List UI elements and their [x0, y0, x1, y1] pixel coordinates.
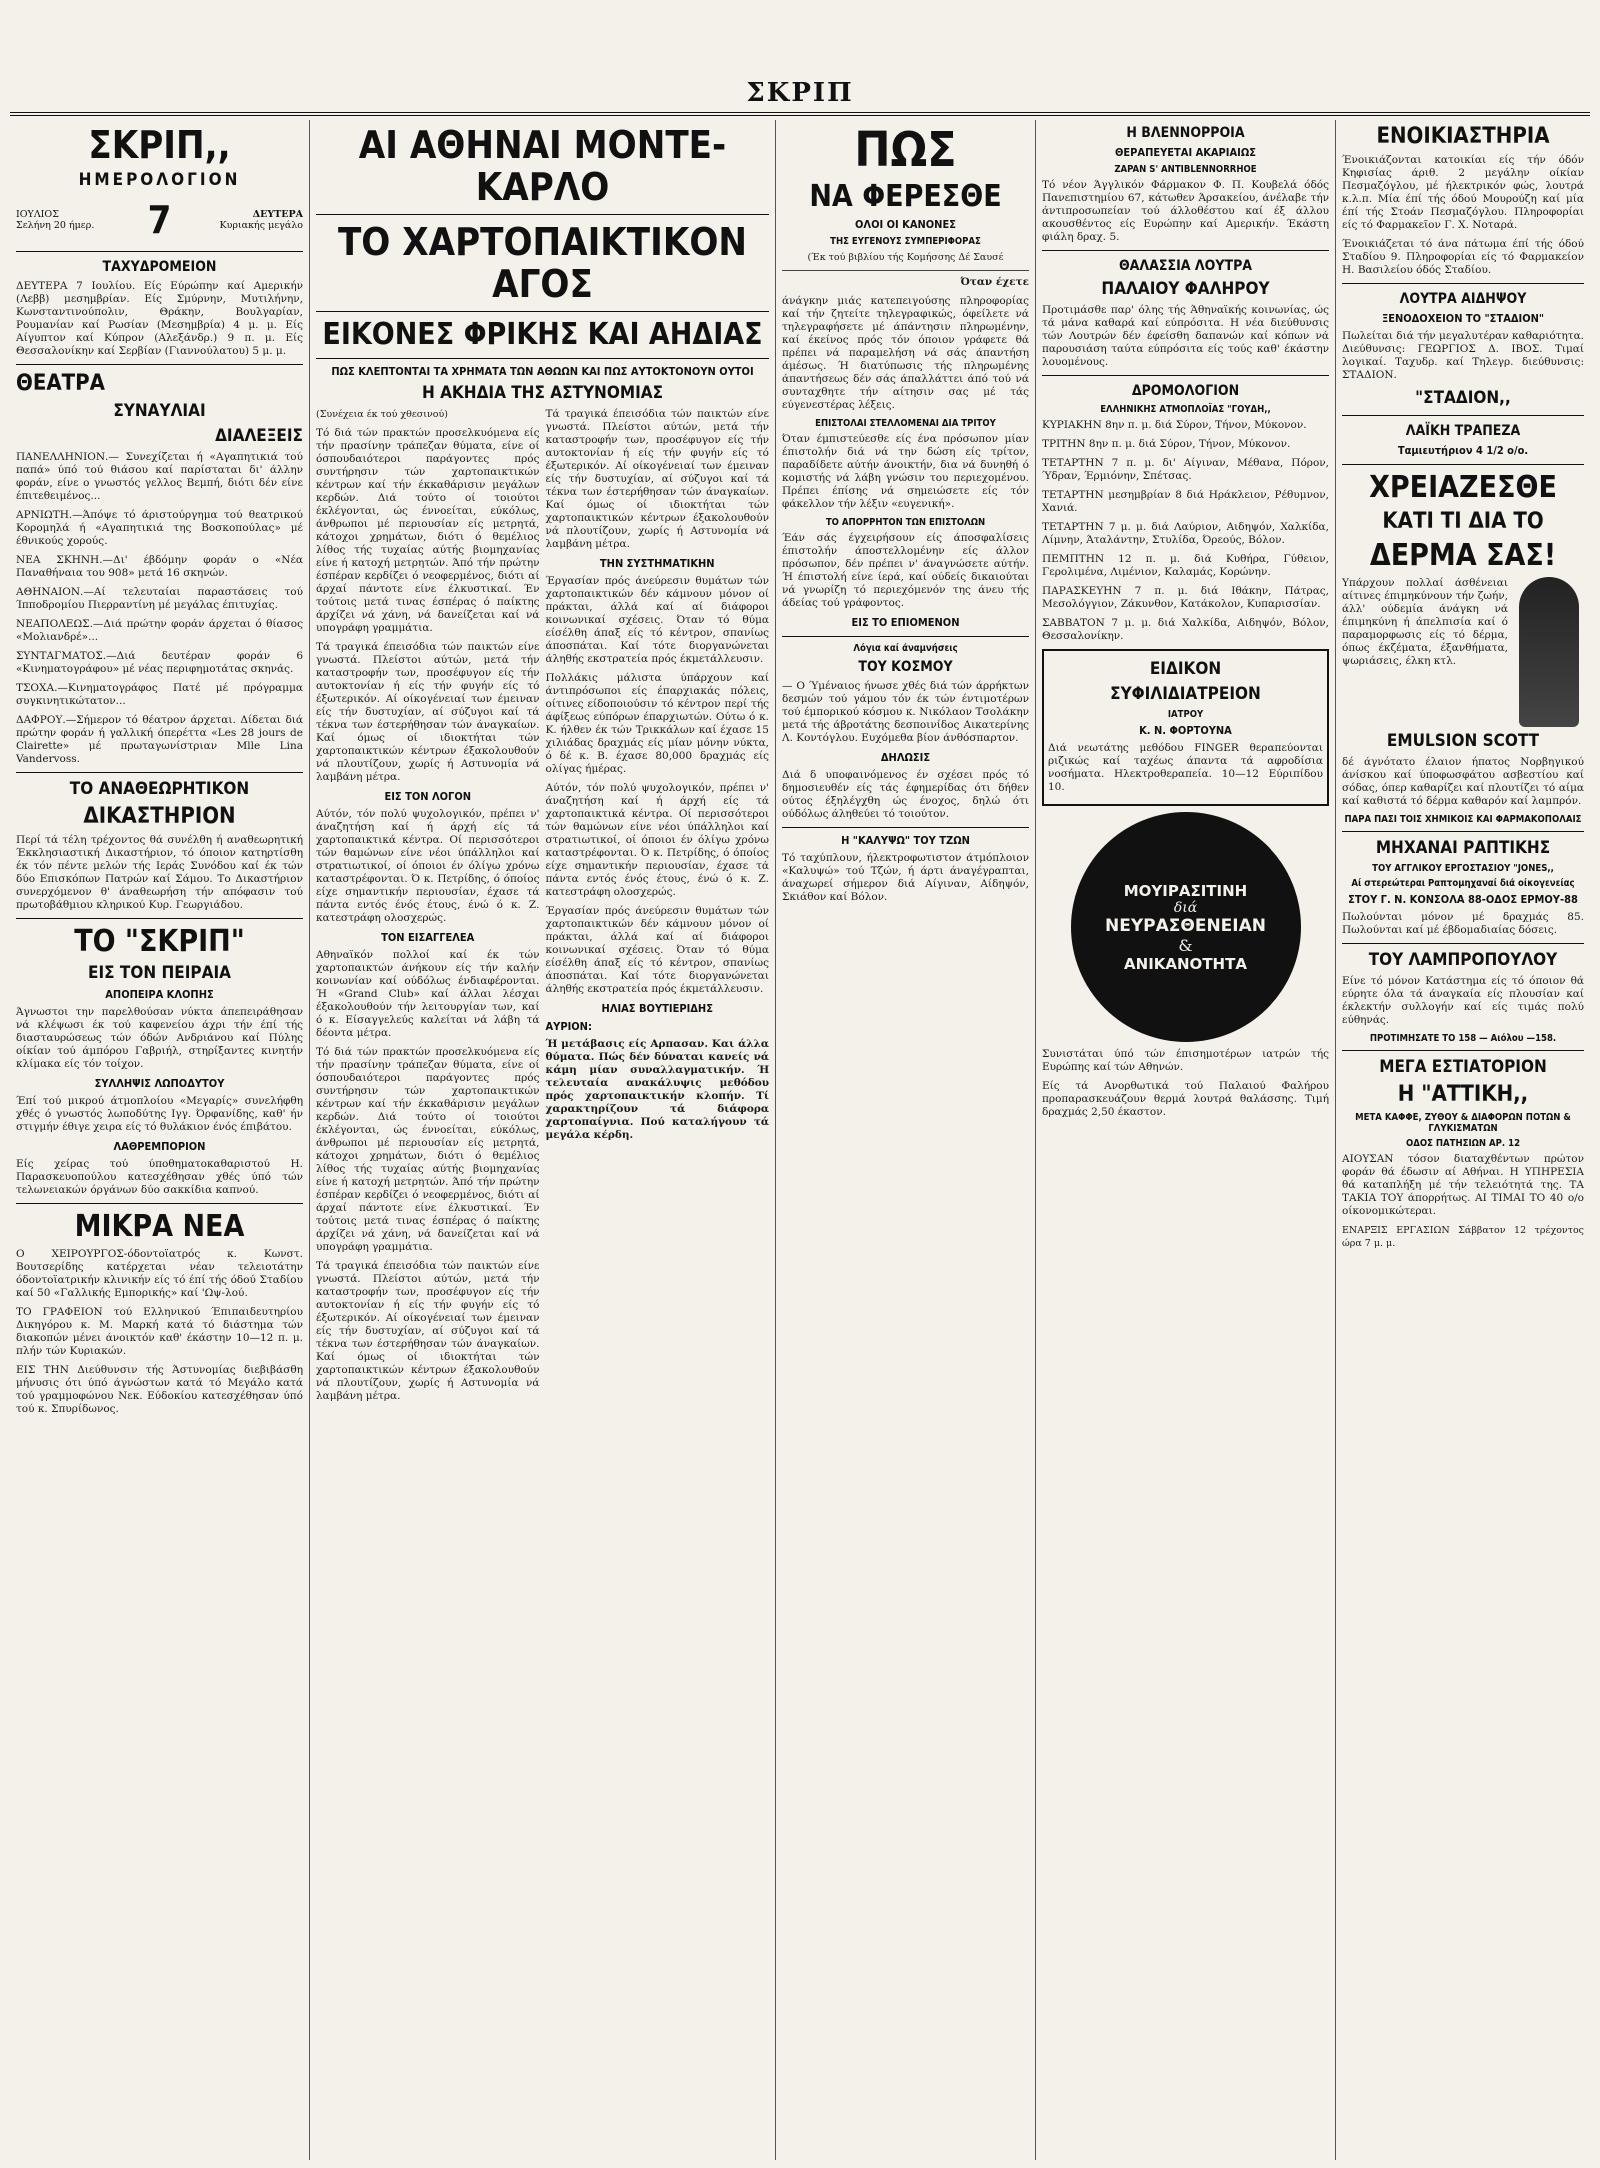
- article-left: [316, 408, 540, 1409]
- listing-item: ΝΕΑΠΟΛΕΩΣ.—Διά πρώτην φοράν άρχεται ό θίασος «Μολιανδρέ»...: [16, 618, 303, 643]
- ad1-text: Τό νέον Άγγλικόν Φάρμακον Φ. Π. Κουβελά όδός Πανεπιστημίου 67, κάτωθεν Άρσακείου, άνέλαβε τήν άντιπροσωπείαν τού άλλοθέστου καί έξ άλλου ακουσθέντος είς Ευρώπην καί Αμερικήν. Έκάστη φιάλη δραχ. 5.: [1042, 179, 1329, 243]
- lampro-title: ΤΟΥ ΛΑΜΠΡΟΠΟΥΛΟΥ: [1368, 950, 1558, 970]
- when-heading: Όταν έχετε: [960, 276, 1029, 288]
- mikra-text: Ο ΧΕΙΡΟΥΡΓΟΣ-όδοντοϊατρός κ. Κωνστ. Βουτσερίδης κατέρχεται νέαν τελειοτάτην όδοντοϊατρικήν κλινικήν είς τό έπί τής όδού Σταδίου καί 50 «Γαλλικής Εμπορικής» καί 'Ωψ-λού.: [16, 1248, 303, 1299]
- hotel-title: ΞΕΝΟΔΟΧΕΙΟΝ ΤΟ "ΣΤΑΔΙΟΝ": [1381, 312, 1545, 325]
- clinic-role: ΙΑΤΡΟΥ: [1167, 709, 1204, 720]
- tomorrow-text: Ή μετάβασις είς Αρπασαν. Και άλλα θύματα. Πώς δέν δύναται κανείς νά κάμη μίαν συναλλαγματικήν. Ή τελευταία ανακάλυψις μεθόδου πρός χαρτοπαικτικήν κλοπήν. Τί χαρακτηρίζουν τά διάφορα χαρτοπαίγνια. Πού καταλήγουν τά μεγάλα κέρδη.: [545, 1038, 769, 1141]
- piraeus-heading-2: ΕΙΣ ΤΟΝ ΠΕΙΡΑΙΑ: [88, 963, 231, 983]
- schedule-item: ΤΕΤΑΡΤΗΝ μεσημβρίαν 8 διά Ηράκλειον, Ρέθυμνον, Χανιά.: [1042, 489, 1329, 514]
- divider: [1342, 415, 1584, 416]
- column-2: [310, 120, 776, 2160]
- manners-headline-2: ΝΑ ΦΕΡΕΣΘΕ: [809, 179, 1002, 214]
- section-heading: ΕΙΣ ΤΟΝ ΛΟΓΟΝ: [384, 790, 472, 803]
- column-4: [1036, 120, 1336, 2160]
- theft-heading: ΑΠΟΠΕΙΡΑ ΚΛΟΠΗΣ: [105, 988, 214, 1001]
- court-heading-2: ΔΙΚΑΣΤΗΡΙΟΝ: [83, 804, 236, 829]
- calypso-heading: Η "ΚΑΛΥΨΩ" ΤΟΥ ΤΖΩΝ: [841, 834, 970, 847]
- court-text: Περί τά τέλη τρέχοντος θά συνέλθη ή αναθεωρητική Έκκλησιαστική Δικαστήριον, τό όποιον κατηρτίσθη έκ τόν πέντε μελών τής Ιεράς Συνόδου καί έκ τών δύο Επισκόπων Πατρών καί Σάμου. Το Δικαστήριον συνερχόμενον θ' άναθεωρήση τήν απόφασιν τού πρωτοβάθμιου κληρικού Κυρ. Γεωργιάδου.: [16, 834, 303, 911]
- theatres-heading: ΘΕΑΤΡΑ: [16, 371, 105, 396]
- theft-text: Άγνωστοι την παρελθούσαν νύκτα άπεπειράθησαν νά κλέψωσι έκ τού καφενείου άχρι τήν έπί τής διασταυρώσεως τών όδών Ανδριάνου καί Πύλης οίκίαν τού άμπόρου Γαβριήλ, στηρίξαντες κινητήν κλίμακα είς τόν τοίχον.: [16, 1006, 303, 1070]
- emulsion-note: ΠΑΡΑ ΠΑΣΙ ΤΟΙΣ ΧΗΜΙΚΟΙΣ ΚΑΙ ΦΑΡΜΑΚΟΠΟΛΑΙΣ: [1344, 814, 1582, 825]
- post-text: ΔΕΥΤΕΡΑ 7 Ιουλίου. Είς Εύρώπην καί Αμερικήν (Λεββ) μεσημβρίαν. Είς Σμύρνην, Μυτιλήνην, Κωνσταντινούπολιν, Θράκην, Βουλγαρίαν, Ρουμανίαν καί Ρωσίαν (Μεσημβρία) 4 μ. μ. Είς Αίγυπτον καί Κύπρον (Αλεξάνδρ.) 9 π. μ. Είς Θεσσαλονίκην καί Σερβίαν (Γιαννούλατου) 5 μ. μ.: [16, 280, 303, 357]
- divider: [316, 311, 769, 312]
- tonic-amp: &: [1178, 935, 1193, 955]
- restaurant-title: ΜΕΓΑ ΕΣΤΙΑΤΟΡΙΟΝ: [1379, 1057, 1547, 1077]
- tonic-caption: Συνιστάται ύπό τών έπισημοτέρων ιατρών τής Ευρώπης καί τών Αθηνών.: [1042, 1048, 1329, 1073]
- headline-2: ΤΟ ΧΑΡΤΟΠΑΙΚΤΙΚΟΝ ΑΓΟΣ: [337, 220, 747, 306]
- continued-note: (Συνέχεια έκ τού χθεσινού): [316, 409, 448, 420]
- ad2-text: Προτιμάσθε παρ' όλης τής Άθηναϊκής κοινωνίας, ώς τά μάνα καθαρά καί εύπρόσιτα. Η νέα διεύθυνσις τών Λουτρών δέν έφείσθη δαπανών καί κόπων νά παρουσιάση ταύτα εύπρόσιτα είς τούς καθ' έκάστην λουομένους.: [1042, 304, 1329, 368]
- closing-text: ΕΙΣ ΤΗΝ Διεύθυνσιν τής Άστυνομίας διεβιβάσθη μήνυσις ότι ύπό άγνώστων κατά τό Μεγάλο κατά τού γραμμοφώνου Νεκ. Εύδοκίου κατεσχέθησαν ύπό τού κ. Σπυρίδωνος.: [16, 1364, 303, 1415]
- letters-heading: ΕΠΙΣΤΟΛΑΙ ΣΤΕΛΛΟΜΕΝΑΙ ΔΙΑ ΤΡΙΤΟΥ: [815, 418, 996, 429]
- headline-1: ΑΙ ΑΘΗΝΑΙ ΜΟΝΤΕ-ΚΑΡΛΟ: [358, 123, 727, 209]
- masthead: [10, 78, 1590, 116]
- arrest-heading: ΣΥΛΛΗΨΙΣ ΛΩΠΟΔΥΤΟΥ: [94, 1077, 225, 1090]
- emulsion-text: δέ άγνότατο έλαιον ήπατος Νορβηγικού άνίσκου καί ύποφωσφάτου ασβεστίου καί σόδας, όπερ καθαρίζει καί πλουτίζει τό αίμα καί καθιστά τό δέρμα καθαρόν καί λαμπρόν.: [1342, 756, 1584, 807]
- office-text: ΤΟ ΓΡΑΦΕΙΟΝ τού Ελληνικού Έπιπαιδευτηρίου Δικηγόρου κ. Μ. Μαρκή κατά τό διάστημα τών διακοπών μένει άνοικτόν καθ' έκάστην 10—12 π. μ. πλήν τών Κυριακών.: [16, 1306, 303, 1357]
- calendar-right: [186, 209, 304, 231]
- tonic-brand: ΜΟΥΙΡΑΣΙΤΙΝΗ: [1123, 881, 1248, 900]
- column-3: [776, 120, 1036, 2160]
- rentals-text: Ένοικιάζονται κατοικίαι είς τήν όδόν Κηφισίας άριθ. 2 μεγάλην οίκίαν Πεσμαζόγλου, μέ ήλεκτρικόν φώς, λουτρά κ.λ.π. Μία έπί τής όδού Μουρούζη καί μία έπί τής Στοάν Πεσμαζόγλου. Πληροφορίαι είς τό Φαρμακεῖον Γ. Χ. Νοταρά.: [1342, 154, 1584, 231]
- ad1-brand: ZAPAN S' ANTIBLENNORRHOE: [1114, 164, 1257, 175]
- clinic-title-2: ΣΥΦΙΛΙΔΙΑΤΡΕΙΟΝ: [1110, 684, 1261, 704]
- world-text: — Ο Ύμέναιος ήνωσε χθές διά τών άρρήκτων δεσμών τού γάμου τόν έκ τών έντιμοτέρων τού έμπορικού κόσμου κ. Νικόλαον Τσολάκην μετά τής άβροτάτης δεσποινίδος Αικατερίνης Λ. Κοντόγλου. Ευχόμεθα βίον άνθόσπαρτον.: [782, 680, 1029, 744]
- byline: ΗΛΙΑΣ ΒΟΥΤΙΕΡΙΔΗΣ: [601, 1002, 713, 1015]
- divider: [782, 827, 1029, 828]
- rentals-text-2: Ένοικιάζεται τό άνα πάτωμα έπί τής όδού Σταδίου 9. Πληροφορίαι είς τό Φαρμακείον Η. Βασιλείου όδός Σταδίου.: [1342, 238, 1584, 276]
- calendar-month: ΙΟΥΛΙΟΣ: [16, 209, 59, 220]
- sewing-price: Πωλούνται μόνον μέ δραχμάς 85. Πωλούνται καί μέ έβδομαδιαίας δόσεις.: [1342, 911, 1584, 936]
- sewing-note: Αί στερεώτεραι Ραπτομηχαναί διά οίκογενείας: [1351, 878, 1575, 889]
- baths-title: ΛΟΥΤΡΑ ΑΙΔΗΨΟΥ: [1399, 291, 1527, 307]
- article-text: Πολλάκις μάλιστα ύπάρχουν καί άντιπρόσωποι είς έπαρχιακάς πόλεις, οίτινες είδοποιούσιν τό κέντρον περί τής άφίξεως εύπόρων έπαρχιωτών. Ούτω ό κ. Κ. ήλθεν έκ τών Τρικκάλων καί έχασε 15 χιλιάδας δραχμάς είς μίαν μόνην νύκτα, ό δέ κ. Β. έχασε 80,000 δραχμάς είς ολίγας ήμέρας.: [545, 672, 769, 775]
- bank-title: ΛΑΪΚΗ ΤΡΑΠΕΖΑ: [1405, 423, 1521, 439]
- divider: [316, 358, 769, 359]
- skin-ad-line-3: ΔΕΡΜΑ ΣΑΣ!: [1369, 538, 1557, 573]
- manners-headline-1: ΠΩΣ: [854, 122, 957, 178]
- manners-text: άνάγκην μιάς κατεπειγούσης πληροφορίας καί τήν ζητείτε τηλεγραφικώς, όφείλετε νά τηλεγραφήσετε μέ άπάντησιν πληρωμένην, καί έκείνος πρός τόν όποιον γράφετε θά πρέπει νά παραμελήση νά σάς άπαντήση άμέσως. Ή διατύπωσις τής πληρωμένης άπαντήσεως δέν σάς άπαλλάττει άπό τού νά συνταχθητε τήν αίτησιν σας μέ τάς εύγενεστέρας λέξεις.: [782, 295, 1029, 411]
- calendar-left: [16, 209, 134, 231]
- ad1-title: Η ΒΛΕΝΝΟΡΡΟΙΑ: [1126, 125, 1245, 141]
- skin-ad-line-2: ΚΑΤΙ ΤΙ ΔΙΑ ΤΟ: [1382, 509, 1544, 534]
- article-text-repeat: Τά τραγικά έπεισόδια τών παικτών είνε γνωστά. Πλείστοι αύτών, μετά τήν καταστροφήν των, προσέφυγον είς τήν αυτοκτονίαν ή είς τήν φυγήν είς τό έξωτερικόν. Αί οίκογένειαί των έμειναν είς τήν δυστυχίαν, αί σύζυγοι καί τά τέκνα των έστερήθησαν τών άναγκαίων. Καί όμως οί ιδιοκτήται τών χαρτοπαικτικών κέντρων έξακολουθούν νά πλουτίζουν, χωρίς ή Αστυνομία νά λαμβάνη μέτρα.: [316, 1260, 540, 1402]
- section-heading: ΤΟΝ ΕΙΣΑΓΓΕΛΕΑ: [381, 931, 475, 944]
- article-text: Τά τραγικά έπεισόδια τών παικτών είνε γνωστά. Πλείστοι αύτών, μετά τήν καταστροφήν των, προσέφυγον είς τήν αυτοκτονίαν ή είς τήν φυγήν είς τό έξωτερικόν. Αί οίκογένειαί των έμειναν είς τήν δυστυχίαν, αί σύζυγοι καί τά τέκνα των έστερήθησαν τών άναγκαίων. Καί όμως οί ιδιοκτήται τών χαρτοπαικτικών κέντρων έξακολουθούν νά πλουτίζουν, χωρίς ή Αστυνομία νά λαμβάνη μέτρα.: [545, 408, 769, 550]
- listing-item: ΤΣΟΧΑ.—Κινηματογράφος Πατέ μέ πρόγραμμα συγκινητικώτατον...: [16, 682, 303, 707]
- tonic-for: διά: [1173, 899, 1198, 916]
- contraband-text: Είς χείρας τού ύποθηματοκαθαριστού Η. Παρασκευοπούλου κατεσχέθησαν χθές ύπό τών τελωνειακών όργάνων δύο σακκίδια καπνού.: [16, 1158, 303, 1196]
- listing-item: ΑΡΝΙΩΤΗ.—Άπόψε τό άριστούργημα τού θεατρικού Κορομηλά ή «Αγαπητικιά της Βοσκοπούλας» μέ έθνικούς χορούς.: [16, 509, 303, 547]
- ad2-title-2: ΠΑΛΑΙΟΥ ΦΑΛΗΡΟΥ: [1101, 279, 1270, 299]
- world-sub: Λόγια καί άναμνήσεις: [853, 643, 958, 654]
- divider: [1342, 1050, 1584, 1051]
- subhead-2: Η ΑΚΗΔΙΑ ΤΗΣ ΑΣΤΥΝΟΜΙΑΣ: [421, 383, 664, 403]
- calendar-sunday-note: Κυριακής μεγάλο: [219, 220, 303, 231]
- contraband-heading: ΛΑΘΡΕΜΠΟΡΙΟΝ: [113, 1140, 206, 1153]
- article-text: Αύτόν, τόν πολύ ψυχολογικόν, πρέπει ν' άναζητήση καί ή άρχή είς τά χαρτοπαικτικά κέντρα. Οί περισσότεροι τών θαμώνων είνε νέοι ύπάλληλοι καί στρατιωτικοί, οί όποιοι έν όλίγω χρόνω καταστρέφονται. Ό κ. Πετρίδης, ό όποίος είχε σημαντικήν περιουσίαν, έχασε τά πάντα εντός ένός έτους, ένώ ό κ. Ζ. κατεστράφη ολοσχερώς.: [316, 808, 540, 924]
- schedule-item: ΤΕΤΑΡΤΗΝ 7 μ. μ. διά Λαύριον, Αιδηψόν, Χαλκίδα, Λίμνην, Άταλάντην, Στυλίδα, Όρεούς, Βόλον.: [1042, 521, 1329, 546]
- divider: [16, 918, 303, 919]
- schedule-item: ΤΕΤΑΡΤΗΝ 7 π. μ. δι' Αίγιναν, Μέθανα, Πόρον, Ύδραν, Έρμιόνην, Σπέτσας.: [1042, 457, 1329, 482]
- restaurant-open: ΕΝΑΡΞΙΣ ΕΡΓΑΣΙΩΝ Σάββατον 12 τρέχοντος ώρα 7 μ. μ.: [1342, 1225, 1584, 1249]
- schedule-sub: ΕΛΛΗΝΙΚΗΣ ΑΤΜΟΠΛΟΪΑΣ "ΓΟΥΔΗ,,: [1100, 404, 1271, 415]
- schedule-title: ΔΡΟΜΟΛΟΓΙΟΝ: [1131, 383, 1240, 399]
- listing-item: ΣΥΝΤΑΓΜΑΤΟΣ.—Διά δευτέραν φοράν 6 «Κινηματογράφου» μέ νέας περιφημοτάτας σκηνάς.: [16, 650, 303, 675]
- listing-item: ΠΑΝΕΛΛΗΝΙΟΝ.— Συνεχίζεται ή «Αγαπητικιά τού παπά» ύπό τού θιάσου καί παρίσταται δι' άλλην φοράν, είνε ο γνωστός γελλος Βεμπή, διότι δέν είνε έπιτεθειμένος...: [16, 451, 303, 502]
- piraeus-heading: ΤΟ "ΣΚΡΙΠ": [74, 924, 245, 959]
- clinic-title: ΕΙΔΙΚΟΝ: [1149, 659, 1222, 679]
- divider: [1042, 375, 1329, 376]
- divider: [782, 270, 1029, 271]
- tonic-main: ΝΕΥΡΑΣΘΕΝΕΙΑΝ: [1105, 915, 1266, 936]
- divider: [16, 251, 303, 252]
- calendar-row: [16, 195, 303, 245]
- divider: [1342, 943, 1584, 944]
- baths-text: Είς τά Ανορθωτικά τού Παλαιού Φαλήρου προπαρασκευάζουν θερμά λουτρά θαλάσσης. Τιμή δραχμάς 2,50 έκαστον.: [1042, 1080, 1329, 1118]
- schedule-item: ΚΥΡΙΑΚΗΝ 8ην π. μ. διά Σύρον, Τήνον, Μύκονον.: [1042, 419, 1307, 431]
- hotel-text: Πωλείται διά τήν μεγαλυτέραν καθαριότητα. Διεύθυνσις: ΓΕΩΡΓΙΟΣ Δ. ΙΒΟΣ. Τιμαί λογικαί. Ταχυδρ. καί Τηλεγρ. διεύθυνσις: ΣΤΑΔΙΟΝ.: [1342, 330, 1584, 381]
- manners-text: Έάν σάς έγχειρήσουν είς άποσφαλίσεις έπιστολήν άποστελλομένην είς άλλον πρόσωπον, δέν πρέπει ν' άναγνώσετε αύτήν. Ή έπιστολή είνε ίερά, καί ούδείς δικαιούται νά γνωρίζη τό περιεχόμενόν της άνευ τής άδείας τού γράφοντος.: [782, 532, 1029, 609]
- lectures-heading: ΔΙΑΛΕΞΕΙΣ: [215, 426, 303, 446]
- manners-source: (Έκ τού βιβλίου τής Κομήσσης Δέ Σαυσέ: [807, 252, 1004, 263]
- calendar-label: ΗΜΕΡΟΛΟΓΙΟΝ: [78, 170, 241, 190]
- ad1-sub: ΘΕΡΑΠΕΥΕΤΑΙ ΑΚΑΡΙΑΙΩΣ: [1114, 146, 1257, 159]
- schedule-item: ΠΕΜΠΤΗΝ 12 π. μ. διά Κυθήρα, Γύθειον, Γερολιμένα, Λιμένιον, Καλαμάς, Κορώνην.: [1042, 553, 1329, 578]
- divider: [1042, 250, 1329, 251]
- column-5: [1336, 120, 1590, 2160]
- lampro-addr: ΠΡΟΤΙΜΗΣΑΤΕ ΤΟ 158 — Αιόλου —158.: [1369, 1033, 1557, 1044]
- fisherman-figure-icon: [1514, 577, 1584, 727]
- article-columns: [316, 408, 769, 1409]
- restaurant-addr: ΟΔΟΣ ΠΑΤΗΣΙΩΝ ΑΡ. 12: [1405, 1138, 1521, 1149]
- skin-ad-text: Υπάρχουν πολλαί άσθένειαι αίτινες έπιμηκύνουν τήν ζωήν, άλλ' ούδεμία άνάγκη νά έπιμηκύνη ή άπελπισία καί ό παραμορφωσις είς τό δέρμα, όπως έκζέματα, έξανθήματα, ψωριάσεις, έλκη κτλ.: [1342, 577, 1508, 667]
- calendar-title: ΣΚΡΙΠ,,: [88, 123, 231, 167]
- manners-text: Όταν έμπιστεύεσθε είς ένα πρόσωπον μίαν έπιστολήν διά νά την δώση είς τρίτον, παραδίδετε αύτήν άνοικτήν, δια νά δυνηθή ό κομιστής νά λάβη γνώσιν του περιεχομένου. Πρέπει έπίσης νά σημειώσετε είς τόν φάκελλον τήν λέξιν «ευγενική».: [782, 433, 1029, 510]
- sewing-title: ΜΗΧΑΝΑΙ ΡΑΠΤΙΚΗΣ: [1375, 838, 1551, 858]
- article-text: Έργασίαν πρός άνεύρεσιν θυμάτων τών χαρτοπαικτικών δέν κάμνουν μόνον οί πράκται, άλλά καί αί διάφοροι κοινωνικαί σχέσεις. Όταν τό θύμα είσέλθη άπαξ είς τό κέντρον, σπανίως άποσπάται. Καί τότε διοργανώνεται άληθής εκστρατεία πρός έκμετάλλευσιν.: [545, 575, 769, 665]
- subhead: ΠΩΣ ΚΛΕΠΤΟΝΤΑΙ ΤΑ ΧΡΗΜΑΤΑ ΤΩΝ ΑΘΩΩΝ ΚΑΙ ΠΩΣ ΑΥΤΟΚΤΟΝΟΥΝ ΟΥΤΟΙ: [331, 365, 754, 378]
- tonic-seal: [1071, 812, 1301, 1042]
- restaurant-name: Η "ΑΤΤΙΚΗ,,: [1397, 1082, 1529, 1107]
- court-heading: ΤΟ ΑΝΑΘΕΩΡΗΤΙΚΟΝ: [69, 779, 250, 799]
- divider: [1342, 831, 1584, 832]
- divider: [316, 214, 769, 215]
- divider: [1342, 283, 1584, 284]
- article-text: Τά τραγικά έπεισόδια τών παικτών είνε γνωστά. Πλείστοι αύτών, μετά τήν καταστροφήν των, προσέφυγον είς τήν αυτοκτονίαν ή είς τήν φυγήν είς τό έξωτερικόν. Αί οίκογένειαί των έμειναν είς τήν δυστυχίαν, αί σύζυγοι καί τά τέκνα των έστερήθησαν τών άναγκαίων. Καί όμως οί ιδιοκτήται τών χαρτοπαικτικών κέντρων έξακολουθούν νά πλουτίζουν, χωρίς ή Αστυνομία νά λαμβάνη μέτρα.: [316, 641, 540, 783]
- clinic-ad: [1042, 649, 1329, 806]
- article-text: Αθηναϊκόν πολλοί καί έκ τών χαρτοπαικτών άνήκουν είς τήν καλήν κοινωνίαν καί ούδόλως ένδιαφέρονται. Ή «Grand Club» καί άλλαι λέσχαι έξακολουθούν τήν λειτουργίαν των, καί ό κ. Είσαγγελεύς καλείται νά λάβη τά δέοντα μέτρα.: [316, 949, 540, 1039]
- emulsion-title: EMULSION SCOTT: [1386, 731, 1540, 751]
- statement-heading: ΔΗΛΩΣΙΣ: [880, 751, 931, 764]
- article-text-repeat: Έργασίαν πρός άνεύρεσιν θυμάτων τών χαρτοπαικτικών δέν κάμνουν μόνον οί πράκται, άλλά καί αί διάφοροι κοινωνικαί σχέσεις. Όταν τό θύμα είσέλθη άπαξ είς τό κέντρον, σπανίως άποσπάται. Καί τότε διοργανώνεται άληθής εκστρατεία πρός έκμετάλλευσιν.: [545, 905, 769, 995]
- calendar-day-number: 7: [147, 198, 172, 242]
- restaurant-text: ΑΙΟΥΣΑΝ τόσον διαταχθέντων πρώτον φοράν θά έδωσιν αί Αθήναι. Η ΥΠΗΡΕΣΙΑ θά καταπλήξη μέ τήν τελειότητά της. ΤΑ ΤΑΚΙΑ ΤΟΥ άπορρήτως. ΑΙ ΤΙΜΑΙ ΤΟ 40 ο/ο οίκονομικώτεραι.: [1342, 1153, 1584, 1217]
- skin-ad-line-1: ΧΡΕΙΑΖΕΣΘΕ: [1369, 470, 1557, 505]
- world-heading: ΤΟΥ ΚΟΣΜΟΥ: [858, 659, 953, 675]
- sewing-store: ΣΤΟΥ Γ. Ν. ΚΟΝΣΟΛΑ 88-ΟΔΟΣ ΕΡΜΟΥ-88: [1348, 893, 1578, 906]
- secrets-heading: ΤΟ ΑΠΟΡΡΗΤΟΝ ΤΩΝ ΕΠΙΣΤΟΛΩΝ: [825, 517, 986, 528]
- schedule-item: ΣΑΒΒΑΤΟΝ 7 μ. μ. διά Χαλκίδα, Αιδηψόν, Βόλον, Θεσσαλονίκην.: [1042, 617, 1329, 642]
- ad2-title: ΘΑΛΑΣΣΙΑ ΛΟΥΤΡΑ: [1118, 258, 1253, 274]
- post-heading: ΤΑΧΥΔΡΟΜΕΙΟΝ: [102, 259, 217, 275]
- article-text-repeat: Αύτόν, τόν πολύ ψυχολογικόν, πρέπει ν' άναζητήση καί ή άρχή είς τά χαρτοπαικτικά κέντρα. Οί περισσότεροι τών θαμώνων είνε νέοι ύπάλληλοι καί στρατιωτικοί, οί όποιοι έν όλίγω χρόνω καταστρέφονται. Ό κ. Πετρίδης, ό όποίος είχε σημαντικήν περιουσίαν, έχασε τά πάντα εντός ένός έτους, ένώ ό κ. Ζ. κατεστράφη ολοσχερώς.: [545, 782, 769, 898]
- divider: [16, 772, 303, 773]
- sewing-sub: ΤΟΥ ΑΓΓΛΙΚΟΥ ΕΡΓΟΣΤΑΣΙΟΥ "JONES,,: [1372, 863, 1554, 874]
- rentals-heading: ΕΝΟΙΚΙΑΣΤΗΡΙΑ: [1376, 124, 1550, 149]
- statement-text: Διά δ υποφαινόμενος έν σχέσει πρός τό δημοσιευθέν είς τάς έφημερίδας ότι δήθεν ούτος έξηλέγχθη ώς ένοχος, δηλώ ότι ούδόλως άληθεύει τό τοιούτον.: [782, 769, 1029, 820]
- section-heading: ΤΗΝ ΣΥΣΤΗΜΑΤΙΚΗΝ: [599, 557, 715, 570]
- calendar-moon: Σελήνη 20 ήμερ.: [16, 220, 95, 231]
- bank-rate: Ταμιευτήριον 4 1/2 ο/ο.: [1397, 444, 1529, 457]
- clinic-text: Διά νεωτάτης μεθόδου FINGER θεραπεύονται ριζικώς καί ταχέως άπαντα τά αφροδίσια νοσήματα. Ηλεκτροθεραπεία. 10—12 Εύριπίδου 10.: [1048, 742, 1323, 793]
- article-text-repeat: Τό διά τών πρακτών προσελκυόμενα είς τήν πρασίνην τράπεζαν θύματα, είνε οί όσπουδαιότεροι παράγοντες πρός συντήρησιν τών χαρτοπαικτικών κέντρων καί τήν έκκαθάρισιν μεγάλων κερδών. Διά τούτο οί τοιούτοι έκλέγονται, ώς έννοείται, εύκόλως, άνθρωποι μέ περιουσίαν είς μετρητά, κάτοχοι χρημάτων, διότι ό θεμέλιος λίθος τής τυχαίας αύτής βιομηχανίας είνε ή κατοχή μετρητών. Άπό τήν πρώτην έσπέραν κερδίζει ό νεοφερμένος, διότι αί άρχαί πάντοτε είνε έλκυστικαί. Έν τούτοις μετά τινας έσπέρας ό παίκτης άρχίζει νά χάνη, νά δανείζεται καί νά υπογράφη γραμμάτια.: [316, 1046, 540, 1253]
- calendar-weekday: ΔΕΥΤΕΡΑ: [252, 209, 303, 220]
- skin-ad-body: [1342, 577, 1584, 727]
- listing-item: ΑΘΗΝΑΙΟΝ.—Αί τελευταίαι παραστάσεις τού Ίπποδρομίου Πιερραντίνη μέ μεγάλας έπιτυχίας.: [16, 586, 303, 611]
- column-1: [10, 120, 310, 2160]
- tomorrow-heading: ΑΥΡΙΟΝ:: [545, 1020, 592, 1033]
- clinic-name: Κ. Ν. ΦΟΡΤΟΥΝΑ: [1139, 724, 1232, 737]
- hotel-brand: "ΣΤΑΔΙΟΝ,,: [1415, 388, 1511, 408]
- next-heading: ΕΙΣ ΤΟ ΕΠΙΟΜΕΝΟΝ: [851, 616, 960, 629]
- schedule-item: ΤΡΙΤΗΝ 8ην π. μ. διά Σύρον, Τήνον, Μύκονον.: [1042, 438, 1291, 450]
- manners-sub-1: ΟΛΟΙ ΟΙ ΚΑΝΟΝΕΣ: [855, 218, 956, 231]
- concerts-heading: ΣΥΝΑΥΛΙΑΙ: [113, 401, 206, 421]
- divider: [16, 1203, 303, 1204]
- divider: [782, 636, 1029, 637]
- article-right: [546, 408, 770, 1409]
- mikra-heading: ΜΙΚΡΑ ΝΕΑ: [74, 1209, 245, 1244]
- lampro-text: Είνε τό μόνον Κατάστημα είς τό όποιον θά εύρητε όλα τά άναγκαία είς πλουσίαν καί έκλεκτήν συλλογήν καί είς τιμάς πολύ εύθηνάς.: [1342, 975, 1584, 1026]
- calypso-text: Τό ταχύπλουν, ήλεκτροφωτιστον άτμόπλοιον «Καλυψώ» τού Τζών, ή άρτι άναγέγραπται, άναχωρεί σήμερον διά Αίγιναν, Αίδηψόν, Σκιάθον καί Βόλον.: [782, 852, 1029, 903]
- headline-3: ΕΙΚΟΝΕΣ ΦΡΙΚΗΣ ΚΑΙ ΑΗΔΙΑΣ: [322, 317, 763, 352]
- arrest-text: Έπί τού μικρού άτμοπλοίου «Μεγαρίς» συνελήφθη χθές ό γνωστός λωποδύτης Ιγγ. Όρφανίδης, καθ' ήν στιγμήν έθιγε χειρα είς τό θυλάκιον ένός έπιβάτου.: [16, 1095, 303, 1133]
- restaurant-sub: ΜΕΤΑ ΚΑΦΦΕ, ΖΥΘΟΥ & ΔΙΑΦΟΡΩΝ ΠΟΤΩΝ & ΓΛΥΚΙΣΜΑΤΩΝ: [1355, 1112, 1571, 1134]
- listing-item: ΔΑΦΡΟΥ.—Σήμερον τό θέατρον άρχεται. Δίδεται διά πρώτην φοράν ή γαλλική όπερέττα «Les 28 jours de Clairette» μέ πρωταγωνίστριαν Mlle Lina Vandervoss.: [16, 714, 303, 765]
- listing-item: ΝΕΑ ΣΚΗΝΗ.—Δι' έβδόμην φοράν ο «Νέα Παναθήναια του 908» μετά 16 σκηνών.: [16, 554, 303, 579]
- masthead-title: ΣΚΡΙΠ: [746, 78, 854, 108]
- divider: [16, 364, 303, 365]
- schedule-item: ΠΑΡΑΣΚΕΥΗΝ 7 π. μ. διά Ιθάκην, Πάτρας, Μεσολόγγιον, Ζάκυνθον, Κατάκολον, Κυπαρισσίαν.: [1042, 585, 1329, 610]
- divider: [1342, 464, 1584, 465]
- manners-sub-2: ΤΗΣ ΕΥΓΕΝΟΥΣ ΣΥΜΠΕΡΙΦΟΡΑΣ: [830, 236, 981, 247]
- tonic-bottom: ΑΝΙΚΑΝΟΤΗΤΑ: [1124, 954, 1247, 973]
- article-text: Τό διά τών πρακτών προσελκυόμενα είς τήν πρασίνην τράπεζαν θύματα, είνε οί όσπουδαιότεροι παράγοντες πρός συντήρησιν τών χαρτοπαικτικών κέντρων καί τήν έκκαθάρισιν μεγάλων κερδών. Διά τούτο οί τοιούτοι έκλέγονται, ώς έννοείται, εύκόλως, άνθρωποι μέ περιουσίαν είς μετρητά, κάτοχοι χρημάτων, διότι ό θεμέλιος λίθος τής τυχαίας αύτής βιομηχανίας είνε ή κατοχή μετρητών. Άπό τήν πρώτην έσπέραν κερδίζει ό νεοφερμένος, διότι αί άρχαί πάντοτε είνε έλκυστικαί. Έν τούτοις μετά τινας έσπέρας ό παίκτης άρχίζει νά χάνη, νά δανείζεται καί νά υπογράφη γραμμάτια.: [316, 427, 540, 634]
